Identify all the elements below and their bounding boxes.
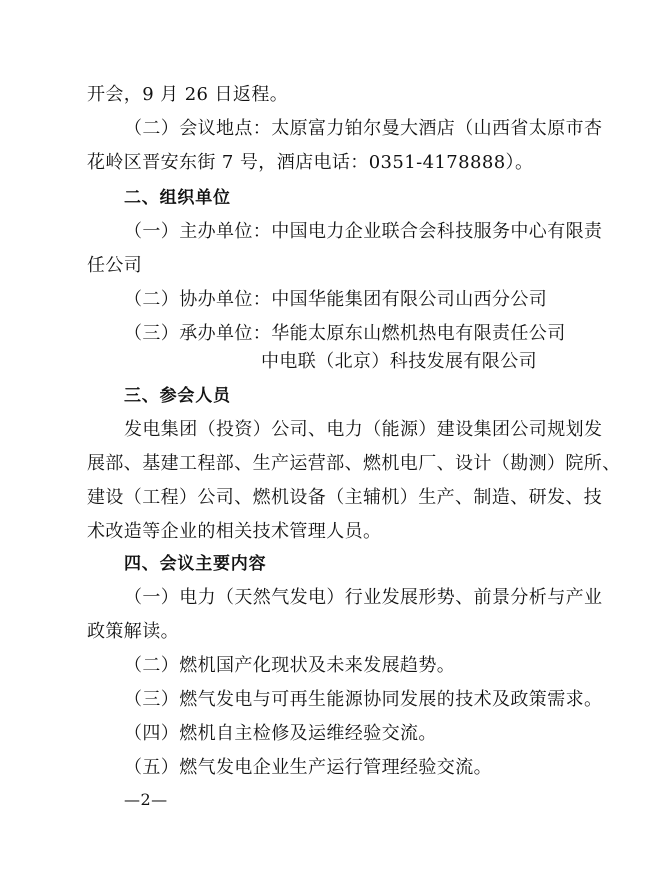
text-line-organizer-2: 中电联（北京）科技发展有限公司: [261, 351, 537, 372]
text-line-content-item-1a: （一）电力（天然气发电）行业发展形势、前景分析与产业: [124, 587, 603, 608]
text-line-attendees-4: 术改造等企业的相关技术管理人员。: [87, 521, 382, 542]
text-line-host-1: （一）主办单位：中国电力企业联合会科技服务中心有限责: [124, 221, 603, 242]
text-line-host-2: 任公司: [87, 255, 143, 276]
text-line-venue-2: 花岭区晋安东街 7 号，酒店电话：0351-4178888）。: [87, 152, 534, 173]
heading-organizers: 二、组织单位: [124, 188, 231, 208]
text-line-co-host: （二）协办单位：中国华能集团有限公司山西分公司: [124, 289, 548, 310]
text-line-meeting-return: 开会，9 月 26 日返程。: [87, 84, 289, 105]
text-line-content-item-3: （三）燃气发电与可再生能源协同发展的技术及政策需求。: [124, 689, 603, 710]
page-number: —2—: [124, 790, 168, 809]
text-line-attendees-3: 建设（工程）公司、燃机设备（主辅机）生产、制造、研发、技: [87, 487, 603, 508]
text-line-content-item-5: （五）燃气发电企业生产运行管理经验交流。: [124, 757, 492, 778]
text-line-content-item-1b: 政策解读。: [87, 621, 179, 642]
text-line-venue-1: （二）会议地点：太原富力铂尔曼大酒店（山西省太原市杏: [124, 118, 603, 139]
text-line-attendees-1: 发电集团（投资）公司、电力（能源）建设集团公司规划发: [124, 419, 603, 440]
heading-attendees: 三、参会人员: [124, 386, 231, 406]
text-line-content-item-2: （二）燃机国产化现状及未来发展趋势。: [124, 655, 456, 676]
text-line-organizer-1: （三）承办单位：华能太原东山燃机热电有限责任公司: [124, 323, 566, 344]
text-line-content-item-4: （四）燃机自主检修及运维经验交流。: [124, 723, 437, 744]
text-line-attendees-2: 展部、基建工程部、生产运营部、燃机电厂、设计（勘测）院所、: [87, 453, 621, 474]
heading-main-content: 四、会议主要内容: [124, 554, 267, 574]
